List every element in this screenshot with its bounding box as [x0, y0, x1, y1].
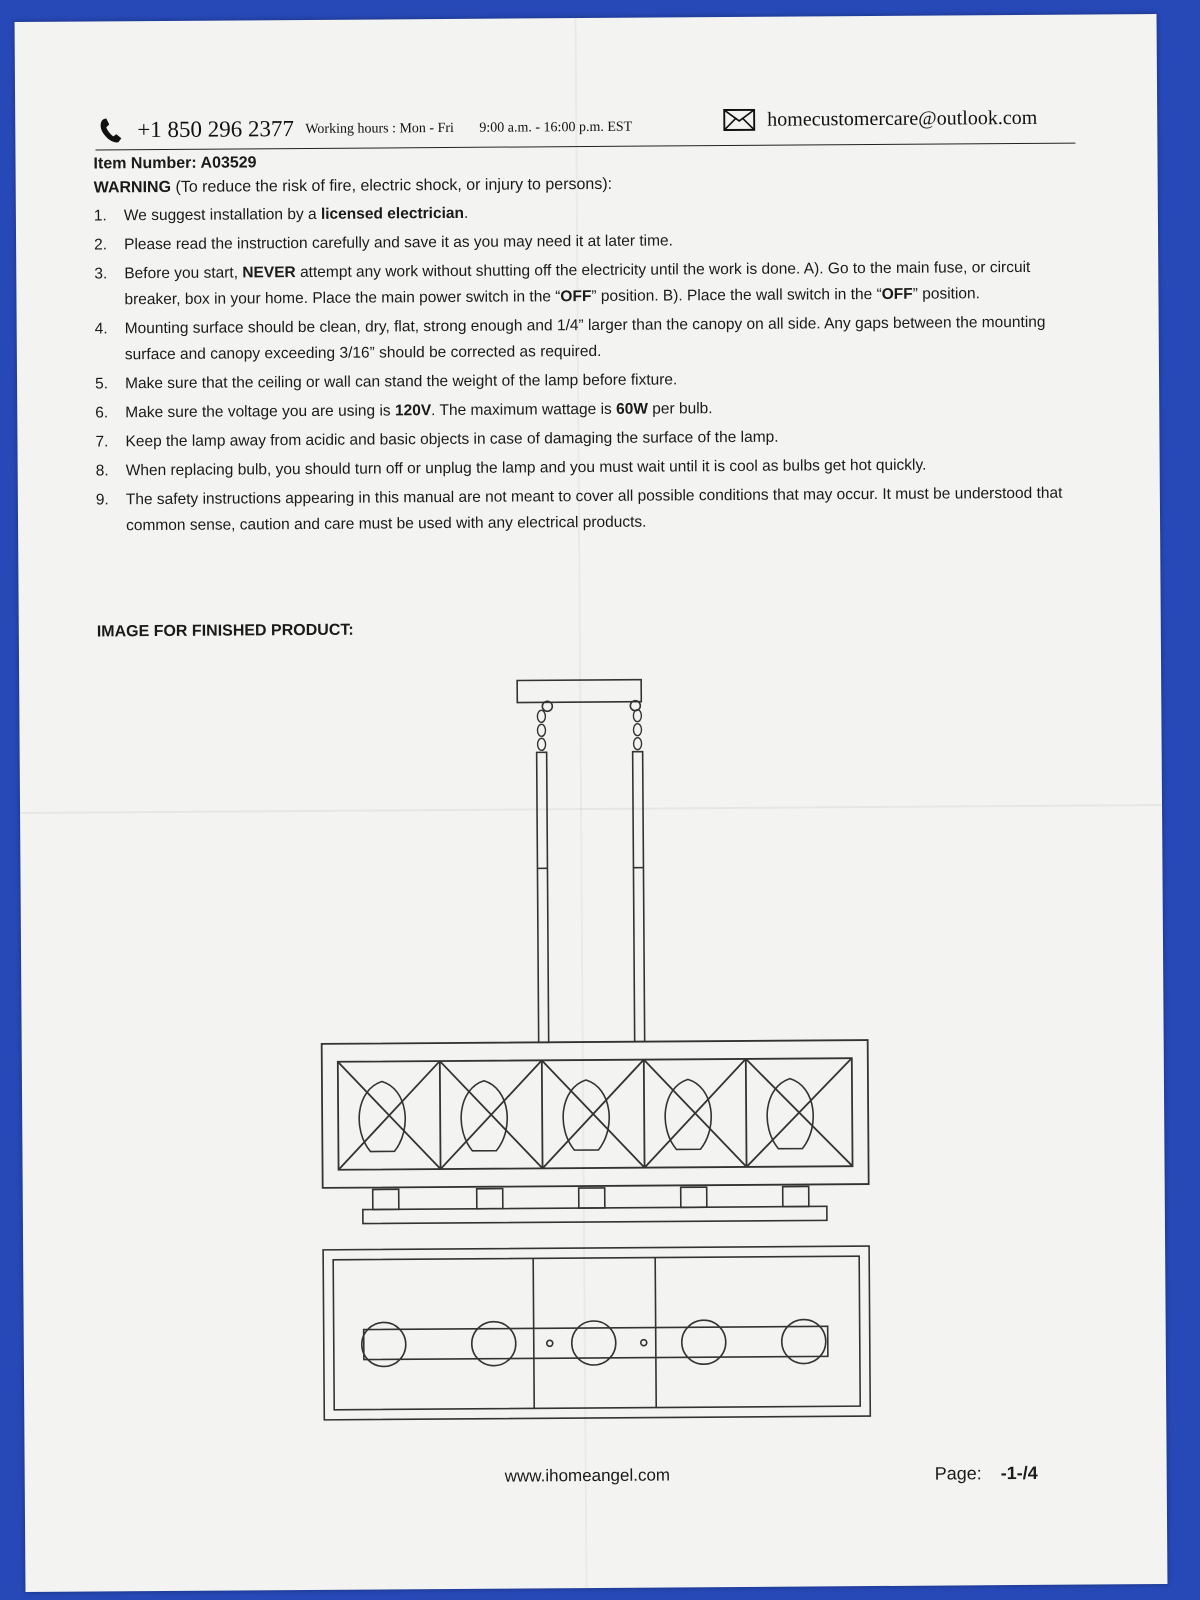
- warning-item: [94, 226, 1084, 259]
- email-address: homecustomercare@outlook.com: [767, 106, 1038, 131]
- warning-section: [93, 149, 1086, 543]
- warning-item: [96, 452, 1086, 485]
- instruction-sheet: [15, 14, 1168, 1592]
- warning-text: ” position. B). Place the wall switch in the “: [591, 285, 882, 305]
- bottom-bar: [363, 1186, 827, 1223]
- frame: [322, 1040, 869, 1188]
- warning-number: 4.: [94, 320, 108, 338]
- warning-text: We suggest installation by a: [123, 205, 321, 225]
- warning-number: 6.: [95, 404, 109, 422]
- page-indicator: [935, 1463, 1038, 1485]
- canopy: [517, 680, 641, 712]
- warning-text: per bulb.: [647, 400, 713, 418]
- warning-text: .: [463, 204, 469, 222]
- warning-text: Make sure that the ceiling or wall can stand the weight of the lamp before fixture.: [125, 371, 678, 393]
- contact-header: [95, 107, 1075, 151]
- warning-text: . The maximum wattage is: [431, 400, 617, 420]
- warning-emphasis: OFF: [881, 285, 913, 303]
- warning-number: 9.: [95, 491, 109, 509]
- warning-text: Mounting surface should be clean, dry, flat, strong enough and 1/4” larger than the canopy on all side. Any gaps between the mounting surface and canopy exceeding 3/16” should be corrected as required.: [124, 313, 1046, 364]
- finished-product-drawing: [279, 666, 884, 1450]
- warning-number: 2.: [94, 236, 108, 254]
- warning-number: 1.: [93, 207, 107, 225]
- website-url: www.ihomeangel.com: [504, 1465, 671, 1486]
- warning-item: [94, 255, 1084, 314]
- phone-icon: [97, 115, 127, 145]
- warning-item: [96, 481, 1086, 540]
- warning-number: 8.: [95, 462, 109, 480]
- warning-number: 3.: [94, 265, 108, 283]
- chains: [537, 710, 641, 751]
- warning-text: Make sure the voltage you are using is: [125, 402, 396, 422]
- mail-icon: [723, 109, 755, 131]
- warning-emphasis: NEVER: [242, 264, 296, 282]
- warning-item: [95, 310, 1085, 369]
- warning-text: attempt any work without shutting off the electricity until the work is done. A). Go to the main fuse, or circuit breaker, box in your home. Place the main power switch in the “: [124, 258, 1031, 309]
- item-number: Item Number: A03529: [93, 154, 257, 173]
- warning-text: ” position.: [912, 285, 980, 303]
- working-hours-time: 9:00 a.m. - 16:00 p.m. EST: [479, 119, 633, 136]
- warning-heading-rest: (To reduce the risk of fire, electric shock, or injury to persons):: [170, 175, 613, 196]
- page-number: -1-/4: [1000, 1462, 1038, 1484]
- warning-word: WARNING: [93, 178, 172, 197]
- page-label: Page:: [934, 1463, 982, 1484]
- working-hours-label: Working hours : Mon - Fri: [305, 120, 454, 137]
- warning-text: Keep the lamp away from acidic and basic objects in case of damaging the surface of the lamp.: [125, 428, 779, 451]
- warning-text: Please read the instruction carefully and save it as you may need it at later time.: [124, 232, 673, 254]
- working-hours: [305, 120, 632, 138]
- warning-emphasis: 120V: [394, 402, 432, 420]
- phone-number: +1 850 296 2377: [137, 116, 295, 143]
- warning-item: [95, 394, 1085, 427]
- warning-emphasis: OFF: [560, 287, 592, 306]
- warning-heading: [94, 173, 1084, 198]
- warning-number: 7.: [95, 433, 109, 451]
- image-title: IMAGE FOR FINISHED PRODUCT:: [96, 621, 354, 641]
- warning-text: The safety instructions appearing in this manual are not meant to cover all possible conditions that may occur. It must be understood that common sense, caution and care must be used with any electrical products.: [125, 484, 1063, 535]
- warning-list: [94, 197, 1086, 540]
- warning-item: [95, 423, 1085, 456]
- warning-text: Before you start,: [124, 264, 243, 283]
- warning-emphasis: licensed electrician: [320, 204, 465, 223]
- warning-emphasis: 60W: [616, 400, 648, 418]
- warning-item: [95, 365, 1085, 398]
- warning-item: [94, 197, 1084, 230]
- top-view: [323, 1246, 870, 1420]
- warning-number: 5.: [95, 375, 109, 393]
- rods: [537, 752, 645, 1043]
- warning-text: When replacing bulb, you should turn off or unplug the lamp and you must wait until it is cool as bulbs get hot quickly.: [125, 456, 927, 480]
